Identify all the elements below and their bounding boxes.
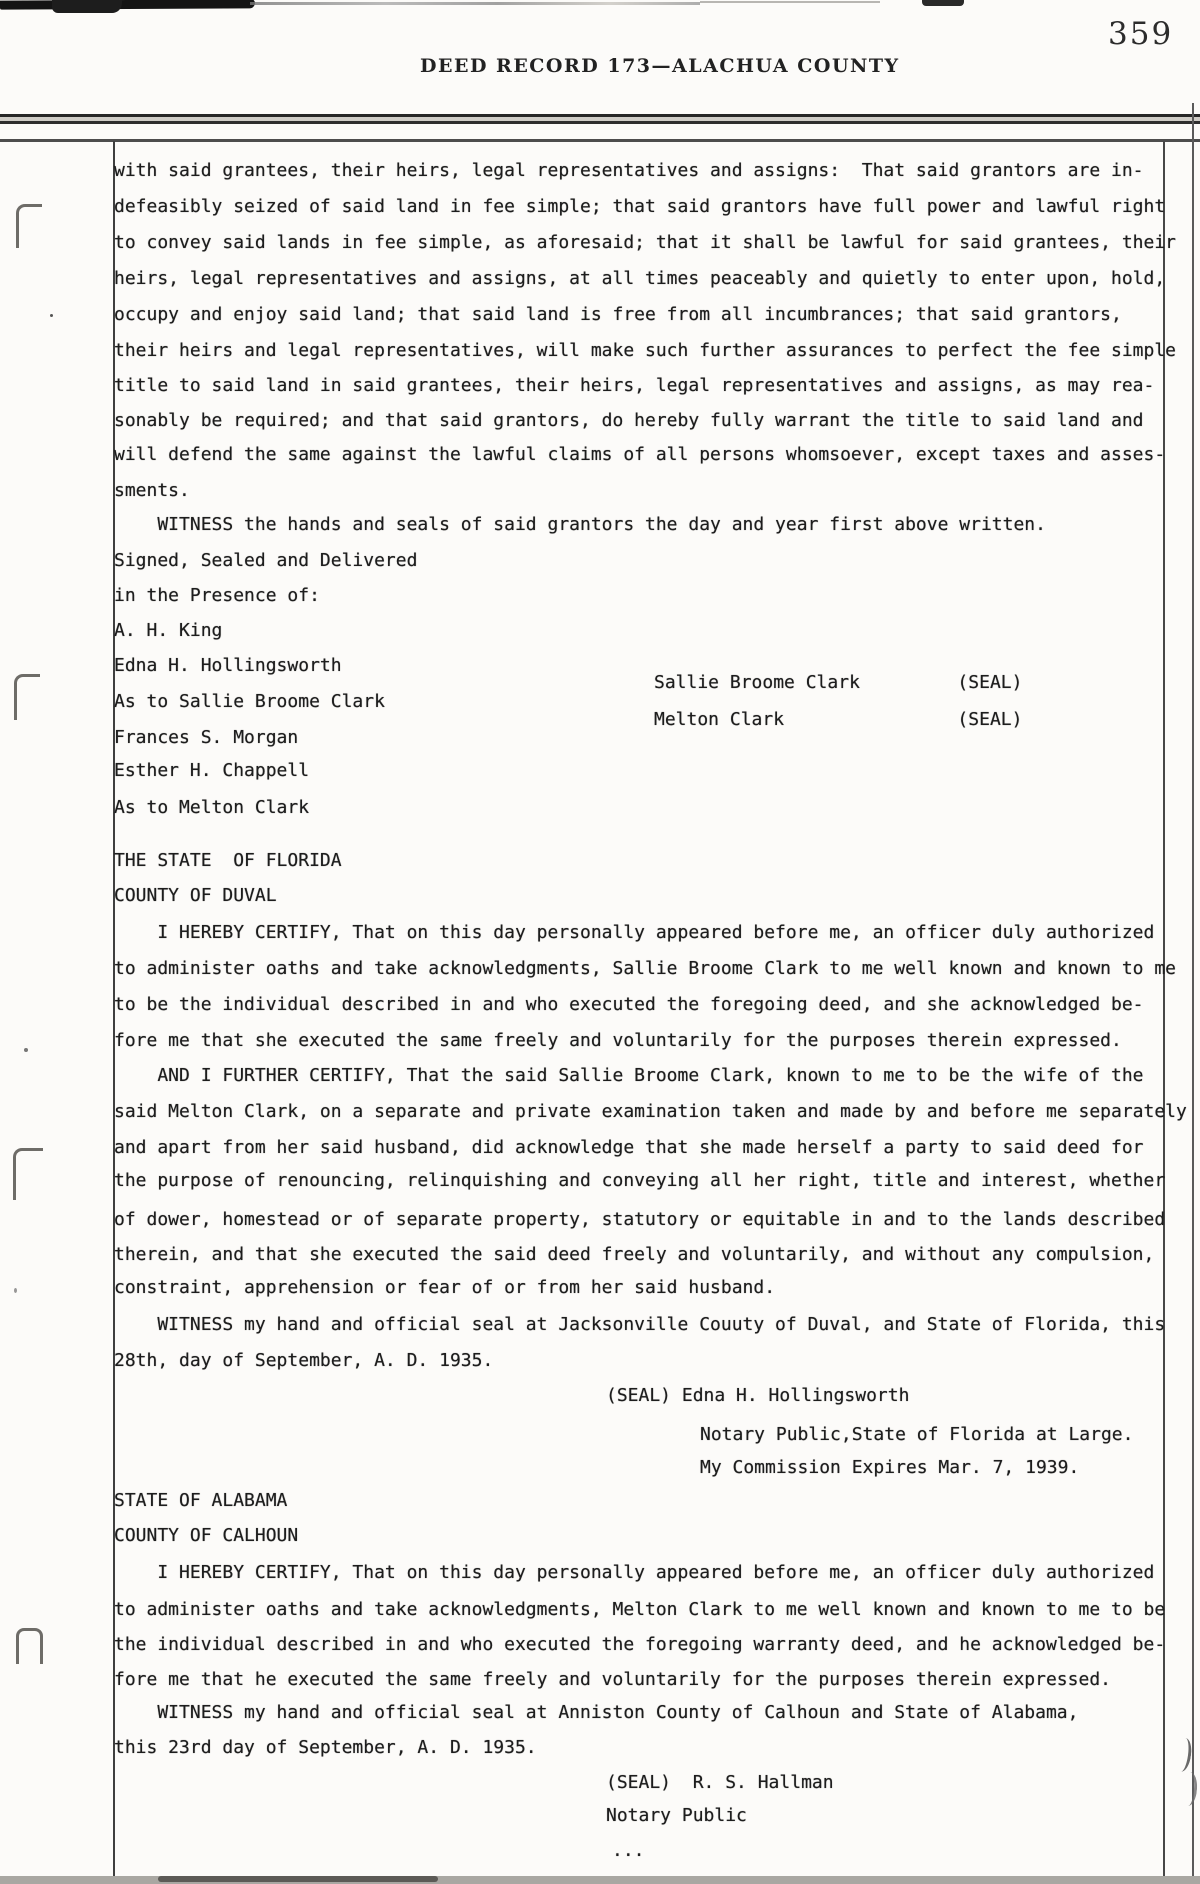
scan-speck [14,1288,17,1293]
scan-smudge-top-left [0,0,255,10]
document-line: THE STATE OF FLORIDA [114,850,342,871]
header-thin-rule [0,139,1200,142]
margin-pencil-bracket-3 [13,1148,43,1200]
document-line: of dower, homestead or of separate property, statutory or equitable in and to the lands described [114,1209,1166,1230]
document-line: heirs, legal representatives and assigns, at all times peaceably and quietly to enter upon, hold, [114,268,1166,289]
scan-smudge-dash [922,0,964,6]
document-line: defeasibly seized of said land in fee simple; that said grantors have full power and lawful right [114,196,1166,217]
page-edge-line [1192,103,1194,1884]
document-line: with said grantees, their heirs, legal representatives and assigns: That said grantors are in- [114,160,1144,181]
document-line: will defend the same against the lawful claims of all persons whomsoever, except taxes and asses- [114,444,1166,465]
page-header-title: DEED RECORD 173—ALACHUA COUNTY [420,55,900,77]
margin-pencil-bracket-4 [16,1628,43,1664]
document-line: WITNESS the hands and seals of said grantors the day and year first above written. [114,514,1046,535]
document-line: I HEREBY CERTIFY, That on this day personally appeared before me, an officer duly authorized [114,922,1155,943]
document-line: to convey said lands in fee simple, as aforesaid; that it shall be lawful for said grantees, their [114,232,1177,253]
document-line: My Commission Expires Mar. 7, 1939. [700,1457,1080,1478]
document-line: title to said land in said grantees, their heirs, legal representatives and assigns, as may rea- [114,375,1155,396]
document-line: therein, and that she executed the said deed freely and voluntarily, and without any compulsion, [114,1244,1155,1265]
document-line: (SEAL) R. S. Hallman [606,1772,834,1793]
document-line: Edna H. Hollingsworth [114,655,342,676]
document-line: 28th, day of September, A. D. 1935. [114,1350,494,1371]
margin-pencil-bracket-1 [16,204,42,248]
document-line: in the Presence of: [114,585,320,606]
document-line: Signed, Sealed and Delivered [114,550,418,571]
document-line: and apart from her said husband, did acknowledge that she made herself a party to said deed for [114,1137,1144,1158]
document-line: Sallie Broome Clark (SEAL) [654,672,1023,693]
document-line: sments. [114,480,190,501]
document-line: Frances S. Morgan [114,727,299,748]
document-line: (SEAL) Edna H. Hollingsworth [606,1385,910,1406]
document-line: Melton Clark (SEAL) [654,709,1023,730]
document-line: AND I FURTHER CERTIFY, That the said Sallie Broome Clark, known to me to be the wife of the [114,1065,1144,1086]
document-line: their heirs and legal representatives, will make such further assurances to perfect the fee simple [114,340,1177,361]
document-line: to administer oaths and take acknowledgments, Sallie Broome Clark to me well known and known to me [114,958,1177,979]
document-line: ... [612,1840,645,1861]
document-line: said Melton Clark, on a separate and private examination taken and made by and before me separately [114,1101,1187,1122]
document-line: A. H. King [114,620,223,641]
header-double-rule [0,114,1200,124]
document-line: WITNESS my hand and official seal at Jacksonville Couuty of Duval, and State of Florida, this [114,1314,1166,1335]
document-line: WITNESS my hand and official seal at Anniston County of Calhoun and State of Alabama, [114,1702,1079,1723]
document-line: COUNTY OF CALHOUN [114,1525,299,1546]
document-line: fore me that he executed the same freely and voluntarily for the purposes therein expressed. [114,1669,1111,1690]
document-line: fore me that she executed the same freely and voluntarily for the purposes therein expressed. [114,1030,1122,1051]
document-line: Notary Public [606,1805,747,1826]
scan-speck [50,314,53,317]
page-number: 359 [1108,16,1174,52]
document-line: I HEREBY CERTIFY, That on this day personally appeared before me, an officer duly authorized [114,1562,1155,1583]
document-line: As to Sallie Broome Clark [114,691,385,712]
document-line: Esther H. Chappell [114,760,310,781]
document-line: COUNTY OF DUVAL [114,885,277,906]
document-line: sonably be required; and that said grantors, do hereby fully warrant the title to said land and [114,410,1144,431]
document-line: the purpose of renouncing, relinquishing and conveying all her right, title and interest, whether [114,1170,1166,1191]
document-line: STATE OF ALABAMA [114,1490,288,1511]
scan-speck [24,1048,28,1052]
right-margin-mark [1176,1737,1194,1772]
document-line: to be the individual described in and who executed the foregoing deed, and she acknowledged be- [114,994,1144,1015]
document-line: this 23rd day of September, A. D. 1935. [114,1737,537,1758]
scan-smudge-line-faint [700,1,880,3]
document-line: Notary Public,State of Florida at Large. [700,1424,1134,1445]
margin-pencil-bracket-2 [14,674,40,720]
document-line: As to Melton Clark [114,797,310,818]
bottom-scan-shadow [158,1876,438,1882]
scan-smudge-blob [52,0,122,13]
document-line: occupy and enjoy said land; that said land is free from all incumbrances; that said grantors, [114,304,1122,325]
scan-smudge-line [250,2,700,5]
document-line: to administer oaths and take acknowledgments, Melton Clark to me well known and known to me to be [114,1599,1166,1620]
right-margin-mark [1183,1772,1198,1807]
document-line: the individual described in and who executed the foregoing warranty deed, and he acknowledged be- [114,1634,1166,1655]
document-line: constraint, apprehension or fear of or from her said husband. [114,1277,776,1298]
